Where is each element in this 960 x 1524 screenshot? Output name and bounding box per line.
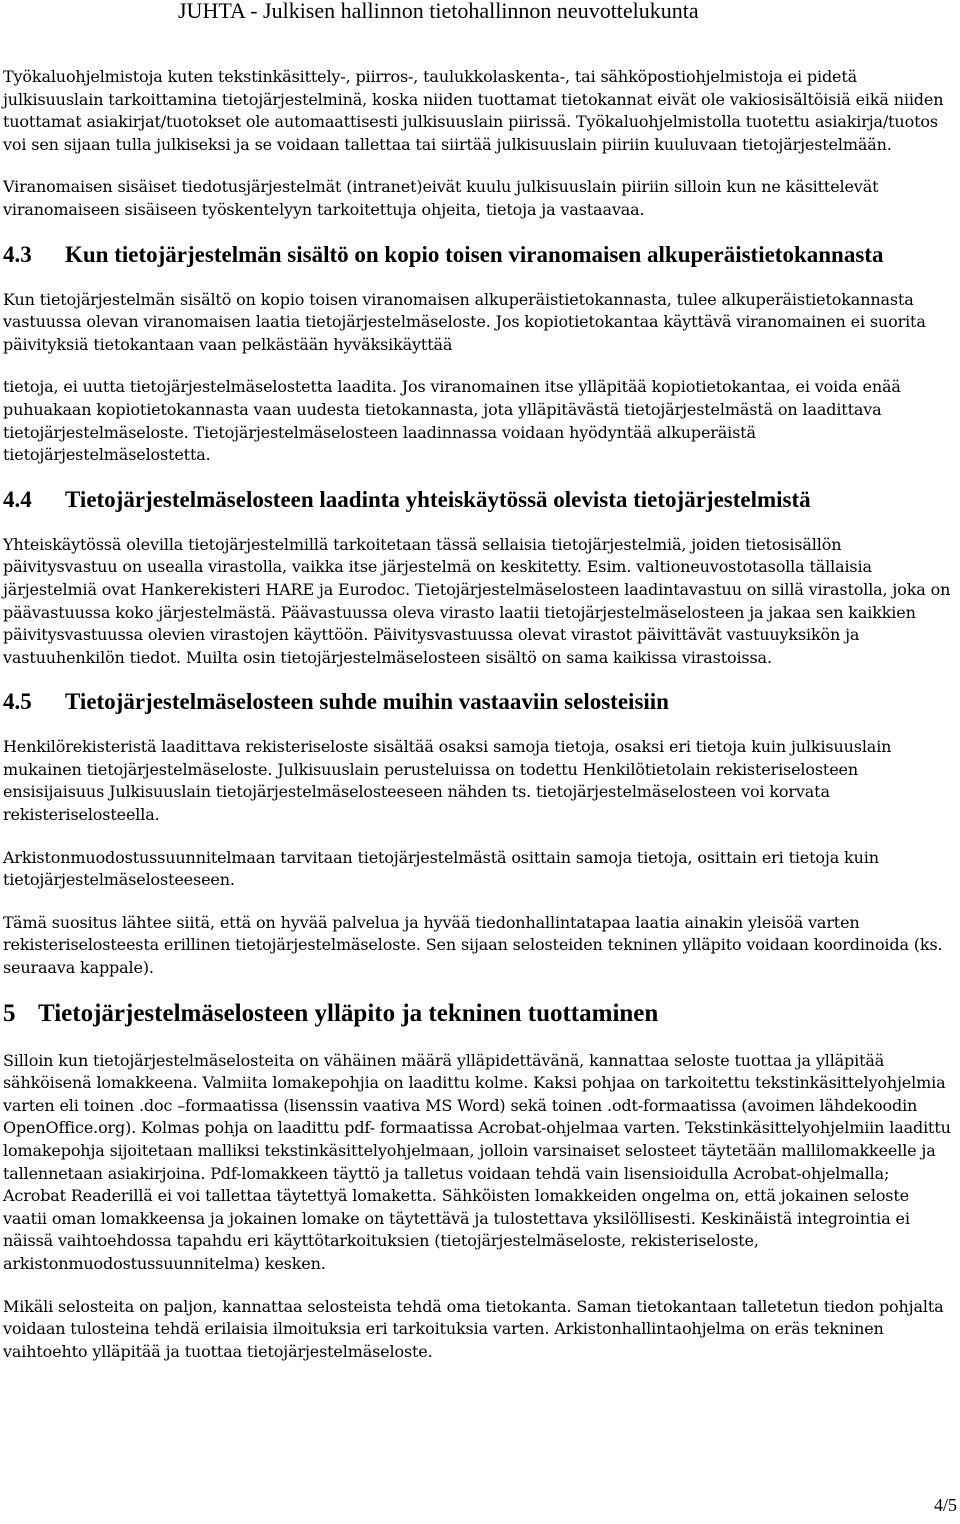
section-heading-4-4 bbox=[3, 487, 955, 512]
paragraph-intranet: Viranomaisen sisäiset tiedotusjärjestelmät (intranet)eivät kuulu julkisuuslain piiriin silloin kun ne käsittelevät viranomaiseen sisäiseen työskentelyyn tarkoitettuja ohjeita, tietoja ja vastaavaa. bbox=[3, 177, 879, 219]
section-number: 4.5 bbox=[3, 689, 32, 715]
paragraph-copy-database: Kun tietojärjestelmän sisältö on kopio toisen viranomaisen alkuperäistietokannasta, tulee alkuperäistietokannasta vastuussa olevan viranomaisen laatia tietojärjestelmäseloste. Jos kopiotietokantaa käyttävä viranomainen ei suorita päivityksiä tietokantaan vaan pelkästään hyväksikäyttää bbox=[3, 289, 926, 354]
section-heading-4-5 bbox=[3, 689, 955, 714]
section-heading-4-3 bbox=[3, 242, 955, 267]
paragraph-personal-register: Henkilörekisteristä laadittava rekisteriseloste sisältää osaksi samoja tietoja, osaksi eri tietoja kuin julkisuuslain mukainen tietojärjestelmäseloste. Julkisuuslain perusteluissa on todettu Henkilötietolain rekisteriselosteen ensisijaisuus Julkisuuslain tietojärjestelmäselosteeseen nähden ts. tietojärjestelmäselosteen voi korvata rekisteriselosteella. bbox=[3, 737, 892, 825]
document-body bbox=[3, 66, 955, 1383]
section-title: Kun tietojärjestelmän sisältö on kopio toisen viranomaisen alkuperäistietokannasta bbox=[65, 241, 884, 267]
paragraph-electronic-forms: Silloin kun tietojärjestelmäselosteita on vähäinen määrä ylläpidettävänä, kannattaa seloste tuottaa ja ylläpitää sähköisenä lomakkeena. Valmiita lomakepohjia on laadittu kolme. Kaksi pohjaa on tarkoitettu tekstinkäsittelyohjelmia varten eli toinen .doc –formaatissa (lisenssin vaativa MS Word) sekä toinen .odt-formaatissa (avoimen lähdekoodin OpenOffice.org). Kolmas pohja on laadittu pdf- formaatissa Acrobat-ohjelmaa varten. Tekstinkäsittelyohjelmiin laadittu lomakepohja sijoitetaan malliksi tekstinkäsittelyohjelmaan, jolloin varsinaiset selosteet täytetään mallilomakkeelle ja tallennetaan asiakirjoina. Pdf-lomakkeen täyttö ja talletus voidaan tehdä vain lisensioidulla Acrobat-ohjelmalla; Acrobat Readerillä ei voi tallettaa täytettyä lomaketta. Sähköisten lomakkeiden ongelma on, että jokainen seloste vaatii oman lomakkeensa ja jokainen lomake on täytettävä ja tulostettava yksilöllisesti. Keskinäistä integrointia ei näissä vaihtoehdossa tapahdu eri käyttötarkoituksien (tietojärjestelmäseloste, rekisteriseloste, arkistonmuodostussuunnitelma) kesken. bbox=[3, 1050, 951, 1273]
section-heading-5 bbox=[3, 1000, 955, 1028]
section-number: 5 bbox=[3, 999, 16, 1027]
paragraph-shared-systems: Yhteiskäytössä olevilla tietojärjestelmillä tarkoitetaan tässä sellaisia tietojärjestelmiä, joiden tietosisällön päivitysvastuu on usealla virastolla, vaikka itse järjestelmä on keskitetty. Esim. valtioneuvostotasolla tällaisia järjestelmiä ovat Hankerekisteri HARE ja Eurodoc. Tietojärjestelmäselosteen laadintavastuu on sillä virastolla, joka on päävastuussa koko järjestelmästä. Päävastuussa oleva virasto laatii tietojärjestelmäselosteen ja jakaa sen kaikkien päivitysvastuussa olevien virastojen käyttöön. Päivitysvastuussa olevat virastot päivittävät vastuuyksikön ja vastuuhenkilön tiedot. Muilta osin tietojärjestelmäselosteen sisältö on sama kaikissa virastoissa. bbox=[3, 534, 951, 667]
section-title: Tietojärjestelmäselosteen ylläpito ja tekninen tuottaminen bbox=[38, 999, 659, 1027]
section-title: Tietojärjestelmäselosteen suhde muihin vastaaviin selosteisiin bbox=[65, 689, 669, 715]
section-title: Tietojärjestelmäselosteen laadinta yhteiskäytössä olevista tietojärjestelmistä bbox=[65, 486, 811, 512]
paragraph-copy-database-continued: tietoja, ei uutta tietojärjestelmäselostetta laadita. Jos viranomainen itse ylläpitää kopiotietokantaa, ei voida enää puhuakaan kopiotietokannasta vaan uudesta tietokannasta, jota ylläpitävästä tietojärjestelmästä on laadittava tietojärjestelmäseloste. Tietojärjestelmäselosteen laadinnassa voidaan hyödyntää alkuperäistä tietojärjestelmäselostetta. bbox=[3, 377, 901, 465]
paragraph-recommendation: Tämä suositus lähtee siitä, että on hyvää palvelua ja hyvää tiedonhallintatapaa laatia ainakin yleisöä varten rekisteriselosteesta erillinen tietojärjestelmäseloste. Sen sijaan selosteiden tekninen ylläpito voidaan koordinoida (ks. seuraava kappale). bbox=[3, 912, 943, 978]
paragraph-database-option: Mikäli selosteita on paljon, kannattaa selosteista tehdä oma tietokanta. Saman tietokantaan talletetun tiedon pohjalta voidaan tulosteina tehdä erilaisia ilmoituksia eri tarkoituksia varten. Arkistonhallintaohjelma on eräs tekninen vaihtoehto ylläpitää ja tuottaa tietojärjestelmäseloste. bbox=[3, 1296, 944, 1361]
paragraph-tool-software: Työkaluohjelmistoja kuten tekstinkäsittely-, piirros-, taulukkolaskenta-, tai sähköpostiohjelmistoja ei pidetä julkisuuslain tarkoittamina tietojärjestelminä, koska niiden tuottamat tietokannat eivät ole vakiosisältöisiä eikä niiden tuottamat asiakirjat/tuotokset ole automaattisesti julkisuuslain piirissä. Työkaluohjelmistolla tuotettu asiakirja/tuotos voi sen sijaan tulla julkiseksi ja se voidaan tallettaa tai siirtää julkisuuslain piiriin kuuluvaan tietojärjestelmään. bbox=[3, 67, 944, 154]
section-number: 4.4 bbox=[3, 486, 32, 512]
paragraph-archive-plan: Arkistonmuodostussuunnitelmaan tarvitaan tietojärjestelmästä osittain samoja tietoja, osittain eri tietoja kuin tietojärjestelmäselosteeseen. bbox=[3, 847, 879, 890]
page-number: 4/5 bbox=[933, 1495, 957, 1515]
document-header: JUHTA - Julkisen hallinnon tietohallinnon neuvottelukunta bbox=[178, 0, 699, 23]
section-number: 4.3 bbox=[3, 241, 32, 267]
